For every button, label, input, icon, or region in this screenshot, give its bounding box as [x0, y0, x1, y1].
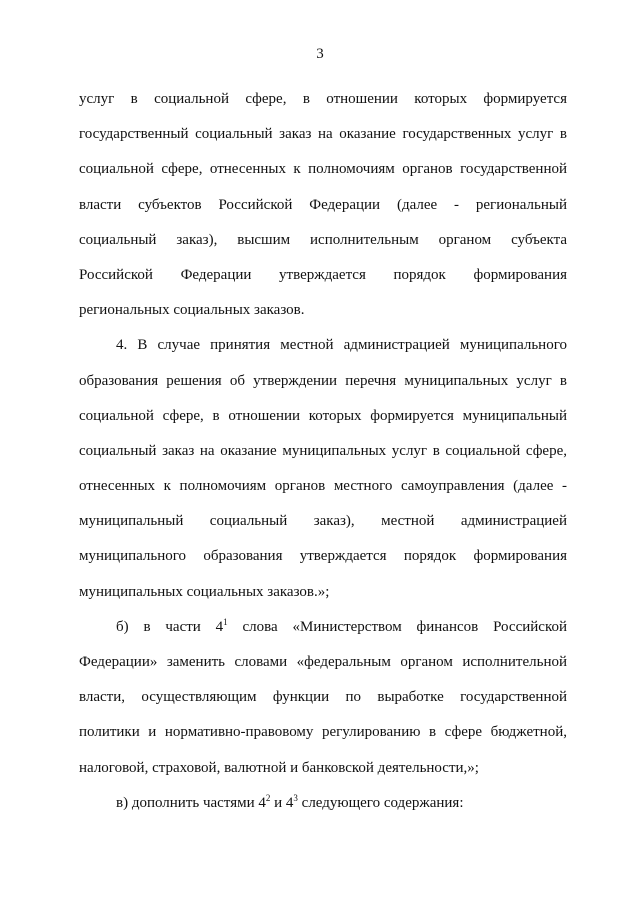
text-line [79, 786, 567, 821]
text-line: власти, осуществляющим функции по выработке государственной [79, 689, 567, 706]
text-line: социальной сфере, отнесенных к полномочиям органов государственной [79, 161, 567, 178]
text-line: социальный заказ на оказание муниципальных услуг в социальной сфере, [79, 442, 567, 459]
page-number: 3 [316, 46, 324, 62]
text-fragment: следующего содержания: [297, 794, 464, 811]
text-line: услуг в социальной сфере, в отношении которых формируется [79, 91, 567, 107]
text-line: политики и нормативно-правовому регулированию в сфере бюджетной, [79, 724, 567, 741]
text-line: государственный социальный заказ на оказание государственных услуг в [79, 126, 567, 143]
text-line: муниципальных социальных заказов.»; [79, 583, 330, 600]
text-line: муниципальный социальный заказ), местной администрацией [79, 513, 567, 530]
text-line: налоговой, страховой, валютной и банковской деятельности,»; [79, 759, 479, 776]
text-fragment: в) дополнить частями 4 [116, 794, 266, 811]
text-fragment: и 4 [270, 794, 294, 811]
text-line: социальный заказ), высшим исполнительным органом субъекта [79, 231, 567, 248]
text-line: региональных социальных заказов. [79, 302, 305, 319]
text-line: образования решения об утверждении перечня муниципальных услуг в [79, 372, 567, 389]
superscript: 3 [293, 792, 298, 803]
text-line [79, 610, 567, 645]
document-body [79, 82, 567, 821]
text-line: Российской Федерации утверждается порядок формирования [79, 266, 567, 283]
text-line: Федерации» заменить словами «федеральным органом исполнительной [79, 654, 567, 670]
paragraph-municipal-order [79, 328, 567, 610]
superscript: 1 [223, 616, 228, 627]
text-line: 4. В случае принятия местной администрацией муниципального [116, 337, 567, 354]
text-line: власти субъектов Российской Федерации (далее - региональный [79, 196, 567, 213]
superscript: 2 [265, 792, 271, 803]
text-fragment: слова «Министерством финансов Российской [227, 618, 567, 635]
text-line: отнесенных к полномочиям органов местного самоуправления (далее - [79, 478, 567, 495]
paragraph-regional-order [79, 82, 567, 328]
text-line: социальной сфере, в отношении которых формируется муниципальный [79, 407, 567, 424]
text-line: муниципального образования утверждается порядок формирования [79, 548, 567, 565]
paragraph-amendment-b [79, 610, 567, 786]
text-fragment: б) в части 4 [116, 618, 224, 635]
paragraph-amendment-v [79, 786, 567, 821]
